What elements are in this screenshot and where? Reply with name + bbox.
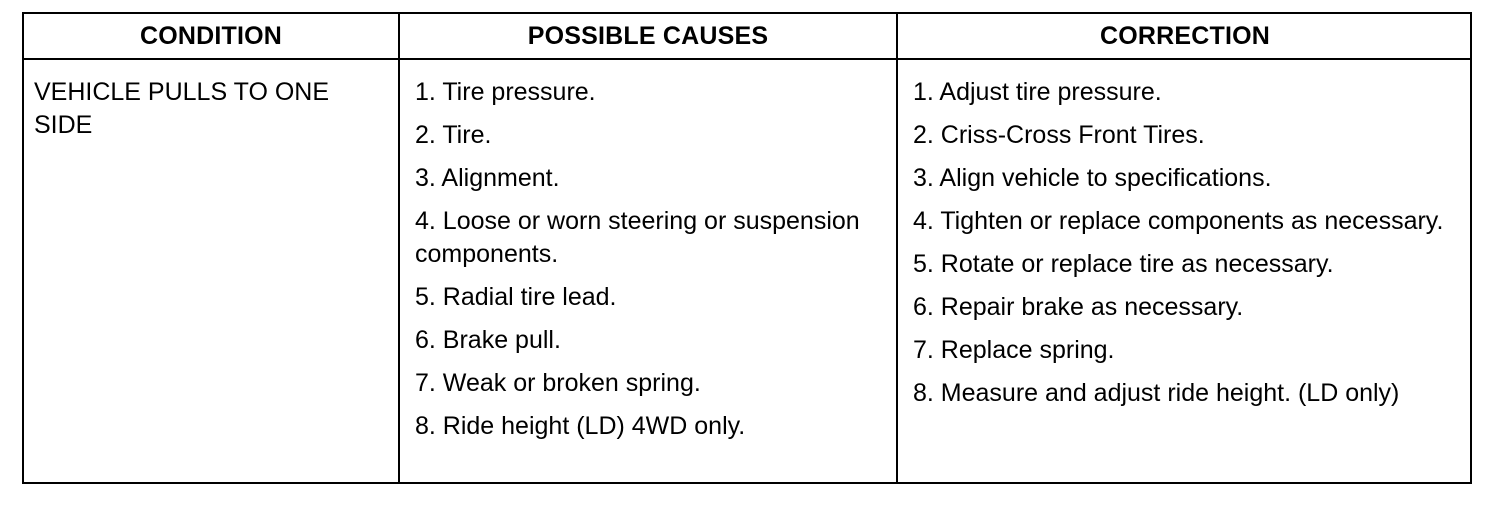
table-header-row — [24, 14, 1470, 60]
correction-item: 2. Criss-Cross Front Tires. — [913, 121, 1205, 149]
correction-item: 5. Rotate or replace tire as necessary. — [913, 250, 1334, 278]
cause-item: 4. Loose or worn steering or suspension components. — [415, 207, 860, 268]
correction-item: 7. Replace spring. — [913, 336, 1115, 364]
cause-item: 6. Brake pull. — [415, 326, 561, 354]
header-possible-causes: POSSIBLE CAUSES — [527, 22, 769, 50]
condition-cell: VEHICLE PULLS TO ONE SIDE — [34, 78, 330, 139]
correction-item: 6. Repair brake as necessary. — [913, 293, 1244, 321]
corrections-list — [913, 76, 1463, 420]
cause-item: 7. Weak or broken spring. — [415, 369, 701, 397]
column-divider — [398, 14, 400, 482]
header-condition: CONDITION — [139, 22, 283, 50]
cause-item: 2. Tire. — [415, 121, 492, 149]
diagnosis-table — [22, 12, 1472, 484]
correction-item: 4. Tighten or replace components as necessary. — [913, 207, 1444, 235]
cause-item: 3. Alignment. — [415, 164, 560, 192]
correction-item: 3. Align vehicle to specifications. — [913, 164, 1272, 192]
header-correction: CORRECTION — [1099, 22, 1271, 50]
causes-list — [415, 76, 885, 453]
cause-item: 8. Ride height (LD) 4WD only. — [415, 412, 746, 440]
cause-item: 5. Radial tire lead. — [415, 283, 617, 311]
column-divider — [896, 14, 898, 482]
correction-item: 8. Measure and adjust ride height. (LD only) — [913, 379, 1400, 407]
correction-item: 1. Adjust tire pressure. — [913, 78, 1162, 106]
cause-item: 1. Tire pressure. — [415, 78, 596, 106]
